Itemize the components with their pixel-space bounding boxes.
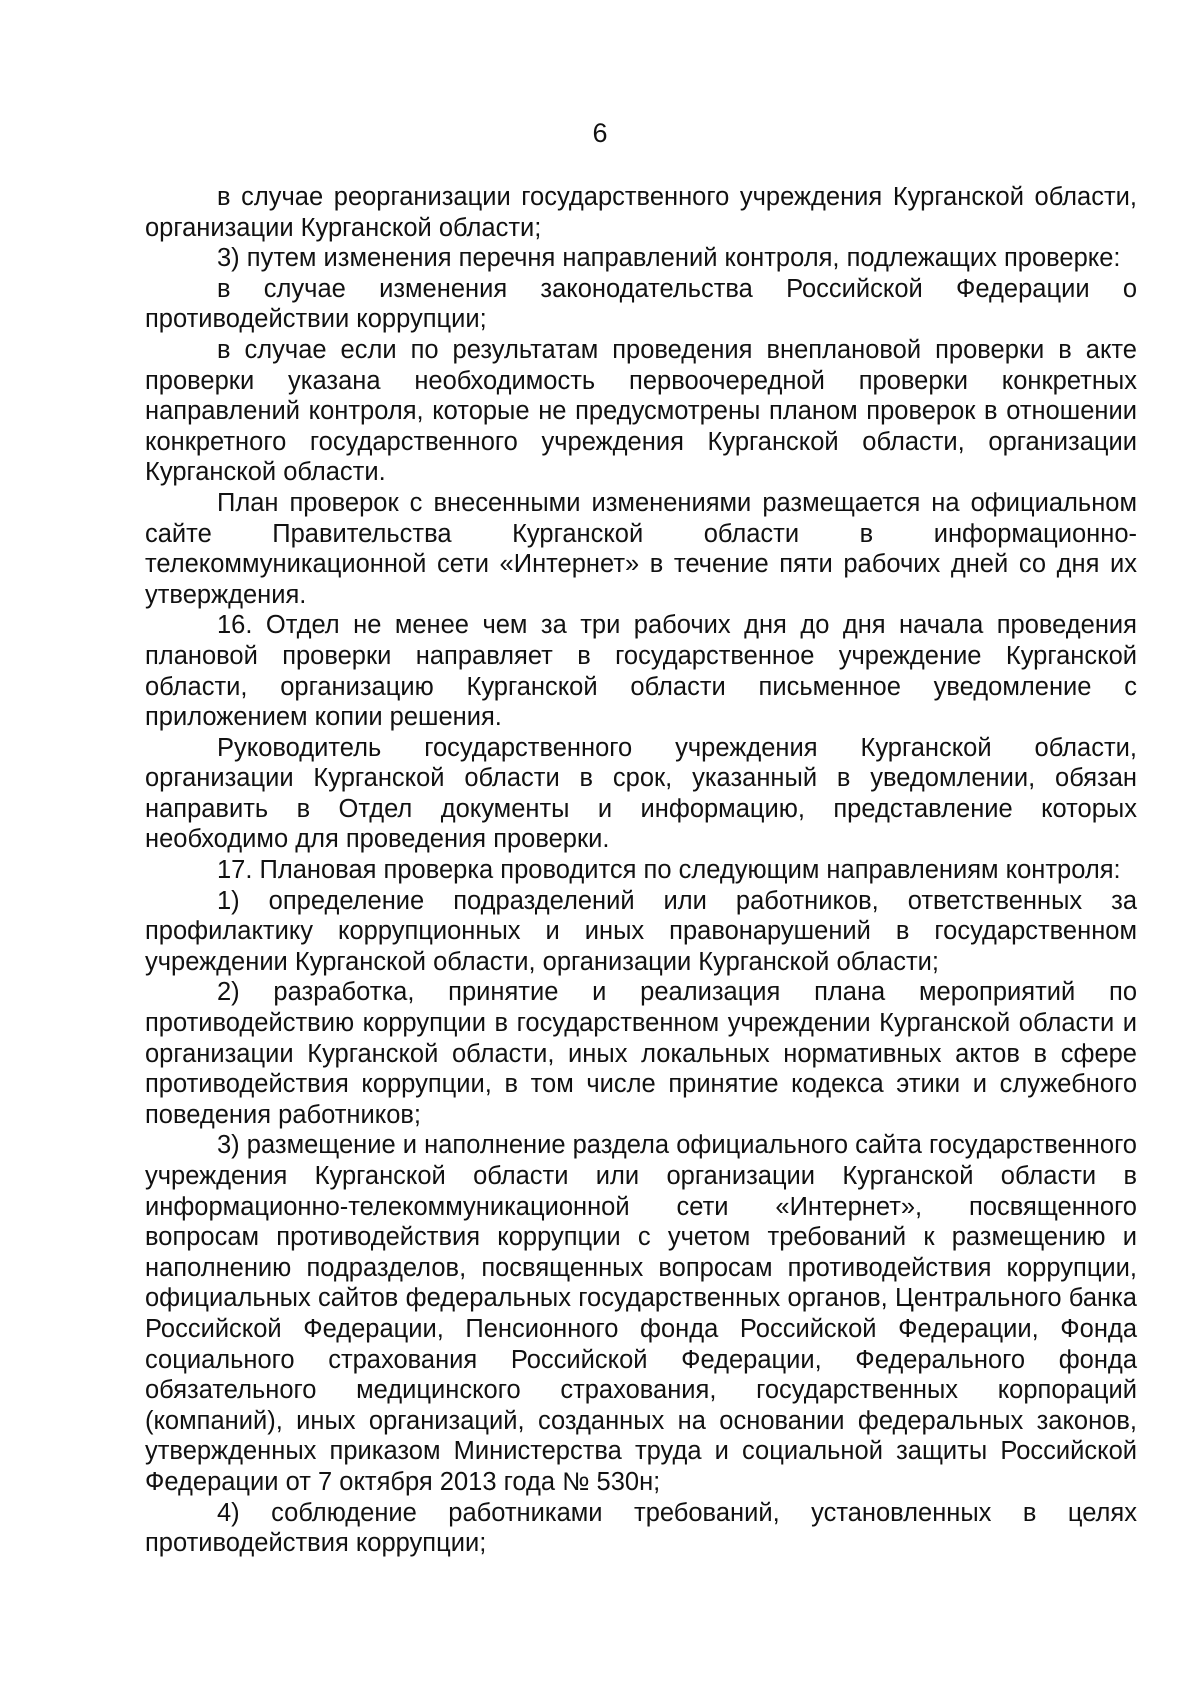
paragraph-reorganization: в случае реорганизации государственного учреждения Курганской области, организации Курганской области; [145, 183, 1137, 242]
paragraph-plan-publication: План проверок с внесенными изменениями размещается на официальном сайте Правительства Курганской области в информационно-телекоммуникационной сети «Интернет» в течение пяти рабочих дней со дня их утверждения. [145, 488, 1137, 609]
paragraph-legislation-change: в случае изменения законодательства Российской Федерации о противодействии коррупции; [145, 274, 1137, 334]
list-item-3-website-section: 3) размещение и наполнение раздела официального сайта государственного учреждения Курганской области или организации Курганской области в информационно-телекоммуникационной сети «Интернет», посвященного вопросам противодействия коррупции с учетом требований к размещению и наполнению подразделов, посвященных вопросам противодействия коррупции, официальных сайтов федеральных государственных органов, Центрального банка Российской Федерации, Пенсионного фонда Российской Федерации, Фонда социального страхования Российской Федерации, Федерального фонда обязательного медицинского страхования, государственных корпораций (компаний), иных организаций, созданных на основании федеральных законов, утвержденных приказом Министерства труда и социальной защиты Российской Федерации от 7 октября 2013 года № 530н; [145, 1131, 1137, 1496]
paragraph-item-3-list-change: 3) путем изменения перечня направлений контроля, подлежащих проверке: [217, 244, 1121, 273]
list-item-4-compliance: 4) соблюдение работниками требований, установленных в целях противодействия коррупции; [145, 1498, 1137, 1558]
paragraph-section-16-notice: 16. Отдел не менее чем за три рабочих дня до дня начала проведения плановой проверки направляет в государственное учреждение Курганской области, организацию Курганской области письменное уведомление с приложением копии решения. [145, 611, 1137, 732]
document-body [145, 182, 1137, 1559]
page-number: 6 [592, 118, 608, 148]
paragraph-section-17-directions: 17. Плановая проверка проводится по следующим направлениям контроля: [217, 856, 1121, 885]
list-item-1-responsible-units: 1) определение подразделений или работников, ответственных за профилактику коррупционных и иных правонарушений в государственном учреждении Курганской области, организации Курганской области; [145, 886, 1137, 976]
list-item-2-action-plan: 2) разработка, принятие и реализация плана мероприятий по противодействию коррупции в государственном учреждении Курганской области и организации Курганской области, иных локальных нормативных актов в сфере противодействия коррупции, в том числе принятие кодекса этики и служебного поведения работников; [145, 978, 1137, 1129]
paragraph-unscheduled-check-result: в случае если по результатам проведения внеплановой проверки в акте проверки указана необходимость первоочередной проверки конкретных направлений контроля, которые не предусмотрены планом проверок в отношении конкретного государственного учреждения Курганской области, организации Курганской области. [145, 335, 1137, 487]
paragraph-head-obligation: Руководитель государственного учреждения Курганской области, организации Курганской области в срок, указанный в уведомлении, обязан направить в Отдел документы и информацию, представление которых необходимо для проведения проверки. [145, 733, 1137, 854]
